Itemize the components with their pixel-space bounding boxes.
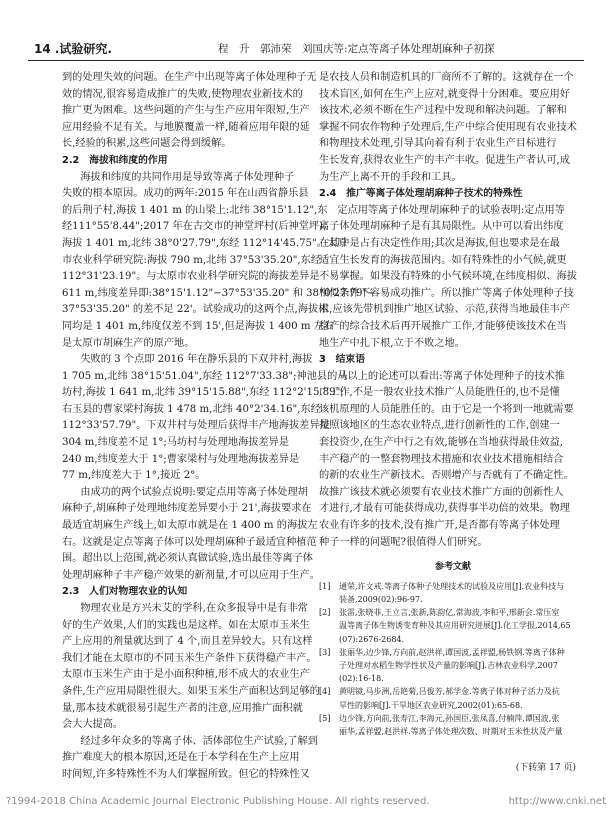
text-line: 最适宜胡麻生产线上,如太原市就是在 1 400 m 的海拔左	[62, 520, 318, 532]
text-line: 为生产上离不开的手段和工具。	[319, 171, 462, 183]
paragraph	[319, 369, 587, 552]
reference-number: [3]	[319, 647, 331, 657]
text-line: 丰产稳产的一整套物理技术措施和农业技术措施相结合	[319, 453, 564, 465]
reference-text	[339, 580, 587, 606]
text-line: 240 m,纬度差大于 1°;曹家梁村与处理地海拔差异是	[62, 453, 300, 465]
text-line: 到的处理失效的问题。在生产中出现等离子体处理种子无	[62, 72, 317, 83]
paragraph	[62, 734, 327, 784]
text-line: 广工作,不是一般农业技术推广人员能胜任的,也不是懂	[319, 387, 560, 399]
text-line: 112°31'23.19"。与太原市农业科学研究院的海拔差异是	[62, 271, 320, 283]
reference-number: [2]	[319, 608, 331, 618]
running-title: 程 升 郭沛荣 刘国庆等:定点等离子体处理胡麻种子初探	[218, 43, 495, 55]
text-line: 右玉县的曹家梁村海拔 1 478 m,北纬 40°2'34.16",东经	[62, 403, 321, 415]
reference-line: (02):16-18.	[339, 674, 384, 684]
text-line: 会大大提高。	[62, 719, 124, 731]
text-line: 是农技人员和制造机具的厂商所不了解的。这就存在一个	[319, 72, 574, 83]
reference-item	[319, 580, 587, 606]
paragraph	[319, 203, 587, 352]
text-line: 长,经验的积累,这些问题会得到缓解。	[62, 138, 232, 150]
text-line: 地生产中扎下根,立于不败之地。	[319, 337, 465, 349]
text-line: 的新的农业生产新技术。否则增产与否就有了不确定性。	[319, 470, 574, 482]
section-heading: 3 结束语	[319, 354, 366, 366]
text-line: 右。这就是定点等离子体可以处理胡麻种子最适宜种植范	[62, 536, 317, 548]
text-line: 该技术,必须不断在生产过程中发现和解决问题。了解和	[319, 105, 567, 117]
page-header	[28, 30, 584, 61]
reference-line: 旱性的影响[J].干旱地区农业研究,2002(01):65-68.	[339, 700, 523, 710]
text-line: 海拔 1 401 m,北纬 38°0'27.79",东经 112°14'45.75"。太原	[62, 237, 348, 249]
text-line: 市农业科学研究院:海拔 790 m,北纬 37°53'35.20",东经	[62, 254, 322, 266]
section-heading: 2.4 推广等离子体处理胡麻种子技术的特殊性	[319, 188, 523, 200]
text-line: 按照该地区的生态农业特点,进行创新性的工作,创建一	[319, 420, 560, 432]
right-column-body	[319, 70, 587, 551]
references-title: 参考文献	[434, 562, 471, 573]
reference-item	[319, 606, 587, 646]
paragraph	[62, 170, 376, 353]
continuation-note: (下转第 17 页)	[515, 763, 576, 773]
text-line: 好的生产效果,人们的实践也是这样。如在太原市玉米生	[62, 619, 310, 631]
reference-text	[339, 685, 587, 711]
reference-line: 子处理对水稻生物学性状及产量的影响[J].吉林农业科学,2007	[339, 660, 558, 670]
text-line: 太原市玉米生产由于是小面积种植,形不成大的农业生产	[62, 669, 310, 681]
text-line: 围。超出以上范围,就必须认真做试验,选出最佳等离子体	[62, 553, 313, 565]
reference-number: [1]	[319, 581, 331, 591]
text-line: 海拔和纬度的共同作用是导致等离子体处理种子	[80, 171, 295, 183]
text-line: 物理农业是方兴未艾的学科,在众多报导中是有非常	[80, 603, 308, 614]
text-line: 同均是 1 401 m,纬度仅差不到 15',但是海拔 1 400 m 左右	[62, 320, 335, 332]
text-line: 种子一样的问题呢?很值得人们研究。	[319, 536, 488, 548]
text-line: 304 m,纬度差不足 1°;马坊村与处理地海拔差异是	[62, 437, 290, 449]
text-line: 产上应用的剂量就达到了 4 个,而且差异较大。只有这样	[62, 636, 313, 648]
text-line: 生长发育,获得农业生产的丰产丰收。促进生产者认可,成	[319, 154, 570, 166]
text-line: 掌握不同农作物种子处理后,生产中综合使用现有农业技术	[319, 121, 577, 133]
text-line: 才进行,才最有可能获得成功,获得事半功倍的效果。物理	[319, 503, 570, 515]
text-line: 套投资少,在生产中行之有效,能够在当地获得最佳效益,	[319, 437, 564, 449]
text-line: 故推广该技术就必须要有农业技术推广方面的创新性人	[319, 486, 564, 498]
text-line: 效的情况,很容易造成推广的失败,使物理农业新技术的	[62, 88, 303, 100]
reference-line: 边少锋,方向前,张寿江,李海元,孙国臣,张凤喜,付楠萍,谭国波,张	[339, 713, 560, 723]
text-line: 条件,生产应用局限性很大。如果玉米生产面积达到足够的	[62, 685, 320, 697]
reference-number: [5]	[319, 713, 331, 723]
reference-item	[319, 646, 587, 686]
copyright-notice: ?1994-2018 China Academic Journal Electronic Publishing House. All rights reserved.	[6, 796, 430, 807]
page-number-label: 14 .试验研究.	[34, 42, 112, 56]
section-heading: 2.3 人们对物理农业的认知	[62, 586, 188, 598]
reference-line: 丽华,孟祥盟,赵洪祥.等离子体处理次数、时期对玉米性状及产量	[339, 726, 563, 736]
text-line: 失败的 3 个点即 2016 年在静乐县的下双井村,海拔	[80, 354, 313, 366]
text-line: 定点用等离子体处理胡麻种子的试验表明:定点用等	[337, 204, 565, 216]
text-line: 术,应该先带机到推广地区试验、示范,获得当地最佳丰产	[319, 304, 570, 316]
text-line: 失败的根本原因。成功的两年:2015 年在山西省静乐县	[62, 188, 309, 200]
text-line: 相似条件下容易成功推广。所以推广等离子体处理种子技	[319, 287, 574, 299]
reference-item	[319, 712, 587, 738]
paragraph	[62, 485, 327, 585]
text-line: 1 705 m,北纬 38°15'51.04",东经 112°7'33.38";神池县的马	[62, 370, 348, 382]
references-list	[319, 580, 587, 738]
text-line: 时间短,许多特殊性不为人们掌握所致。但它的特殊性又	[62, 768, 310, 780]
text-line: 我们才能在太原市的不同玉米生产条件下获得稳产丰产。	[62, 652, 317, 664]
text-line: 不易掌握。如果没有特殊的小气候环境,在纬度相似、海拔	[319, 271, 577, 283]
text-line: 37°53'35.20" 的差不足 22'。试验成功的这两个点,海拔相	[62, 304, 329, 316]
text-line: 量,那本技术就很易引起生产者的注意,应用推广面积就	[62, 702, 303, 714]
reference-text	[339, 606, 587, 646]
reference-line: 黄明镜,马步洲,岳艳菊,吕俊芳,郝学金.等离子体对种子活力及抗	[339, 687, 560, 697]
text-line: 农业有许多的技术,没有推广开,是否都有等离子体处理	[319, 520, 560, 532]
reference-item	[319, 685, 587, 711]
text-line: 的后荆子村,海拔 1 401 m 的山梁上:北纬 38°15'1.12",东	[62, 204, 328, 216]
text-line: 离子体处理胡麻种子是有其局限性。从中可以看出纬度	[319, 221, 564, 233]
paragraph	[62, 70, 327, 153]
text-line: 麻种子,胡麻种子处理地纬度差异要小于 21',海拔要求在	[62, 503, 312, 515]
text-line: 由成功的两个试验点说明:要定点用等离子体处理胡	[80, 486, 308, 498]
text-line: 在其中是占有决定性作用;其次是海拔,但也要求是在最	[319, 237, 560, 249]
text-line: 611 m,纬度差异即:38°15'1.12"−37°53'35.20" 和 38°0'27.79"−	[62, 287, 376, 299]
reference-line: (07):2676-2684.	[339, 634, 405, 644]
section-heading: 2.2 海拔和纬度的作用	[62, 154, 168, 166]
text-line: 处理胡麻种子丰产稳产效果的新剂量,才可以应用于生产。	[62, 569, 320, 581]
text-line: 从以上的论述可以看出:等离子体处理种子的技术推	[337, 370, 565, 382]
paragraph	[62, 601, 327, 734]
text-line: 坊村,海拔 1 641 m,北纬 39°15'15.88",东经 112°2'15.89";	[62, 387, 344, 399]
page-footer	[0, 793, 612, 813]
text-line: 和物理技术处理,引导其向着有利于农业生产目标进行	[319, 138, 557, 150]
reference-line: 张雷,张晓菲,王立言,张新,陈韵亿,常海波,李和平,邢新会.常压室	[339, 608, 560, 618]
text-line: 应用经验不足有关。与地膜覆盖一样,随着应用年限的延	[62, 121, 310, 133]
text-line: 稳产的综合技术后再开展推广工作,才能够使该技术在当	[319, 320, 567, 332]
text-line: 该机原理的人员能胜任的。由于它是一个将到一地就需要	[319, 403, 574, 415]
source-url[interactable]: http://www.cnki.net	[508, 796, 606, 807]
reference-text	[339, 712, 587, 738]
reference-text	[339, 646, 587, 686]
text-line: 推广更为困难。这些问题的产生与生产应用年限短,生产	[62, 105, 310, 117]
reference-line: 温等离子体生物诱变育种及其应用研究进展[J].化工学报,2014,65	[339, 621, 571, 631]
text-line: 推广难度大的根本原因,还是在于本学科在生产上应用	[62, 752, 300, 764]
right-column	[319, 70, 587, 738]
paragraph	[319, 70, 587, 186]
reference-line: 通荣,许文戒.等离子体种子处理技术的试验及应用[J].农业科技与	[339, 581, 565, 591]
text-line: 适宜生长发育的海拔范围内。如有特殊性的小气候,就更	[319, 254, 567, 266]
text-line: 是太原市胡麻生产的原产地。	[62, 337, 195, 349]
reference-line: 装备,2009(02):96-97.	[339, 595, 423, 604]
text-line: 经111°55'8.44";2017 年在古交市的神堂坪村(后神堂坪),	[62, 221, 327, 233]
reference-line: 张丽华,边少锋,方向前,赵洪祥,谭国波,孟祥盟,杨铁钢.等离子体种	[339, 647, 565, 657]
text-line: 经过多年众多的等离子体、活体部位生产试验,了解到	[80, 735, 318, 747]
text-line: 77 m,纬度差大于 1°,接近 2°。	[62, 470, 206, 482]
text-line: 112°33'57.79"。下双井村与处理后获得丰产地海拔差异是	[62, 420, 330, 432]
reference-number: [4]	[319, 687, 331, 697]
text-line: 技术盲区,如何在生产上应对,就变得十分困难。要应用好	[319, 88, 570, 100]
